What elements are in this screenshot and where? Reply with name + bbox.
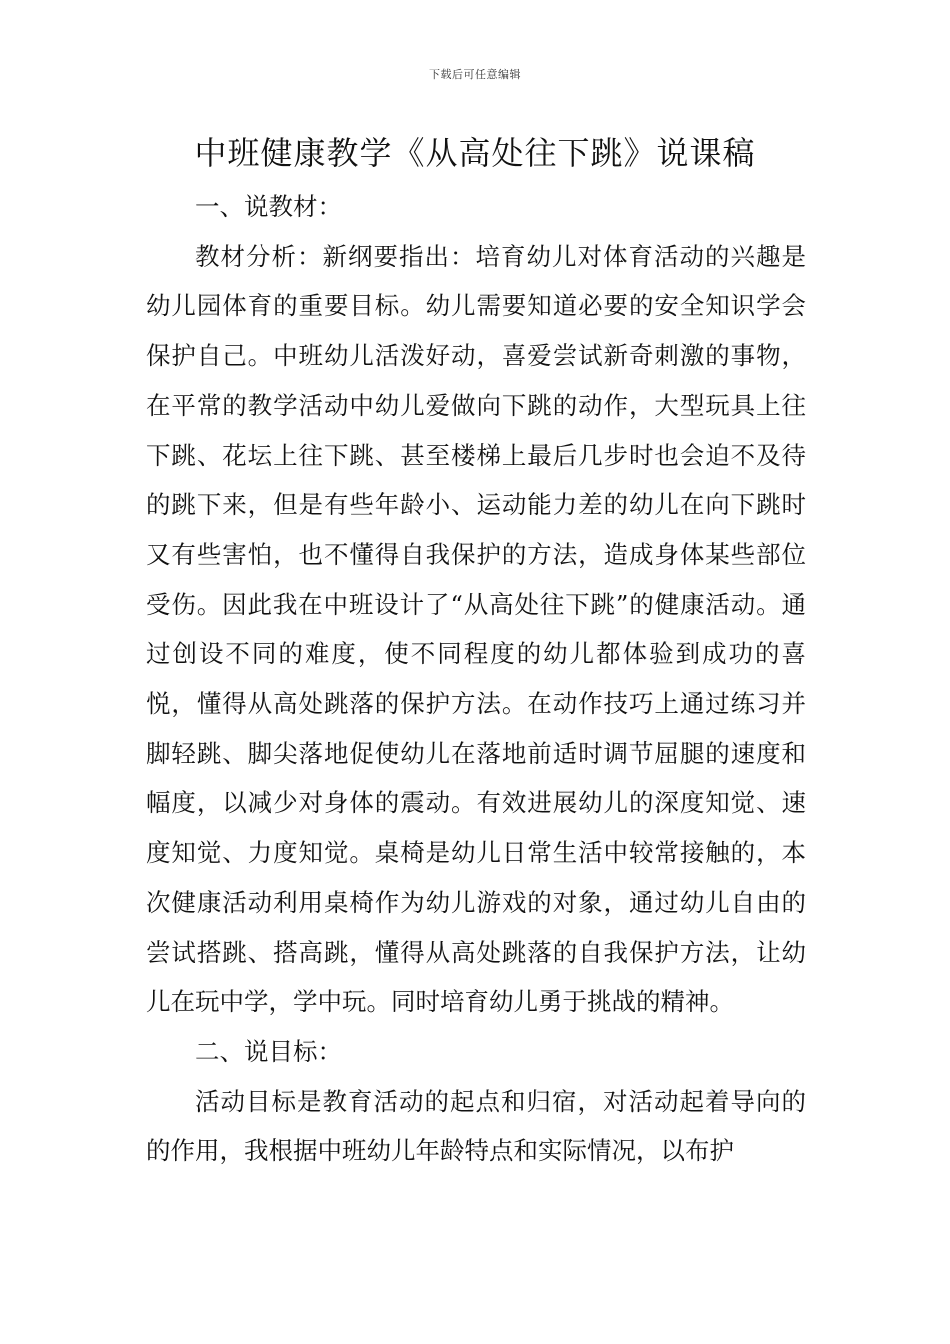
section-heading-goals: 二、说目标： — [195, 1036, 342, 1066]
document-body — [146, 182, 806, 1176]
paragraph-goals: 活动目标是教育活动的起点和归宿，对活动起着导向的的作用，我根据中班幼儿年龄特点和实际情况，以布护 — [146, 1086, 806, 1166]
section-heading-textbook: 一、说教材： — [195, 192, 342, 221]
header-note: 下载后可任意编辑 — [429, 68, 521, 81]
document-title: 中班健康教学《从高处往下跳》说课稿 — [194, 134, 756, 172]
paragraph-textbook-analysis: 教材分析：新纲要指出：培育幼儿对体育活动的兴趣是幼儿园体育的重要目标。幼儿需要知道必要的安全知识学会保护自己。中班幼儿活泼好动，喜爱尝试新奇刺激的事物，在平常的教学活动中幼儿爱做向下跳的动作，大型玩具上往下跳、花坛上往下跳、甚至楼梯上最后几步时也会迫不及待的跳下来，但是有些年龄小、运动能力差的幼儿在向下跳时又有些害怕，也不懂得自我保护的方法，造成身体某些部位受伤。因此我在中班设计了“从高处往下跳”的健康活动。通过创设不同的难度，使不同程度的幼儿都体验到成功的喜悦，懂得从高处跳落的保护方法。在动作技巧上通过练习并脚轻跳、脚尖落地促使幼儿在落地前适时调节屈腿的速度和幅度，以减少对身体的震动。有效进展幼儿的深度知觉、速度知觉、力度知觉。桌椅是幼儿日常生活中较常接触的，本次健康活动利用桌椅作为幼儿游戏的对象，通过幼儿自由的尝试搭跳、搭高跳，懂得从高处跳落的自我保护方法，让幼儿在玩中学，学中玩。同时培育幼儿勇于挑战的精神。 — [146, 241, 806, 1017]
